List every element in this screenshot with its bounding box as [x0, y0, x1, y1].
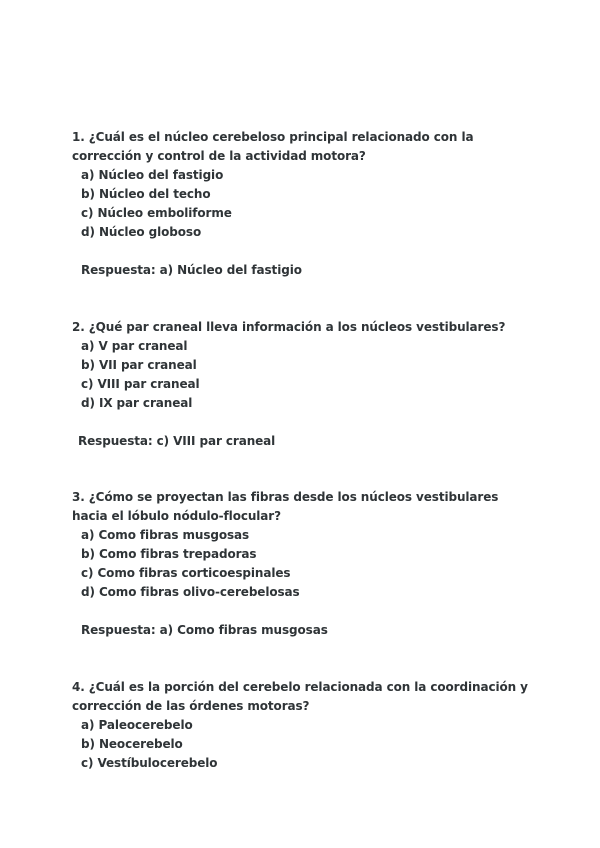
question-4-option-b: b) Neocerebelo — [81, 737, 183, 751]
question-3-answer: Respuesta: a) Como fibras musgosas — [81, 623, 328, 637]
question-2 — [72, 318, 532, 451]
question-4 — [72, 678, 532, 773]
question-4-stem: 4. ¿Cuál es la porción del cerebelo relacionada con la coordinación y corrección de las órdenes motoras? — [72, 680, 528, 713]
question-1-answer: Respuesta: a) Núcleo del fastigio — [81, 263, 302, 277]
question-4-option-a: a) Paleocerebelo — [81, 718, 193, 732]
question-3-option-d: d) Como fibras olivo-cerebelosas — [81, 585, 300, 599]
question-1-option-d: d) Núcleo globoso — [81, 225, 202, 239]
question-1 — [72, 128, 532, 280]
question-1-option-b: b) Núcleo del techo — [81, 187, 211, 201]
question-2-stem: 2. ¿Qué par craneal lleva información a los núcleos vestibulares? — [72, 320, 506, 334]
question-1-option-c: c) Núcleo emboliforme — [81, 206, 232, 220]
question-2-option-a: a) V par craneal — [81, 339, 188, 353]
question-1-option-a: a) Núcleo del fastigio — [81, 168, 224, 182]
question-3-stem: 3. ¿Cómo se proyectan las fibras desde los núcleos vestibulares hacia el lóbulo nódulo-flocular? — [72, 490, 499, 523]
question-3-option-b: b) Como fibras trepadoras — [81, 547, 257, 561]
question-3-option-a: a) Como fibras musgosas — [81, 528, 250, 542]
question-2-answer: Respuesta: c) VIII par craneal — [78, 434, 276, 448]
question-2-option-c: c) VIII par craneal — [81, 377, 200, 391]
question-3-option-c: c) Como fibras corticoespinales — [81, 566, 291, 580]
question-3 — [72, 488, 532, 640]
question-1-stem: 1. ¿Cuál es el núcleo cerebeloso principal relacionado con la corrección y control de la actividad motora? — [72, 130, 474, 163]
question-4-option-c: c) Vestíbulocerebelo — [81, 756, 218, 770]
question-2-option-d: d) IX par craneal — [81, 396, 193, 410]
question-2-option-b: b) VII par craneal — [81, 358, 197, 372]
